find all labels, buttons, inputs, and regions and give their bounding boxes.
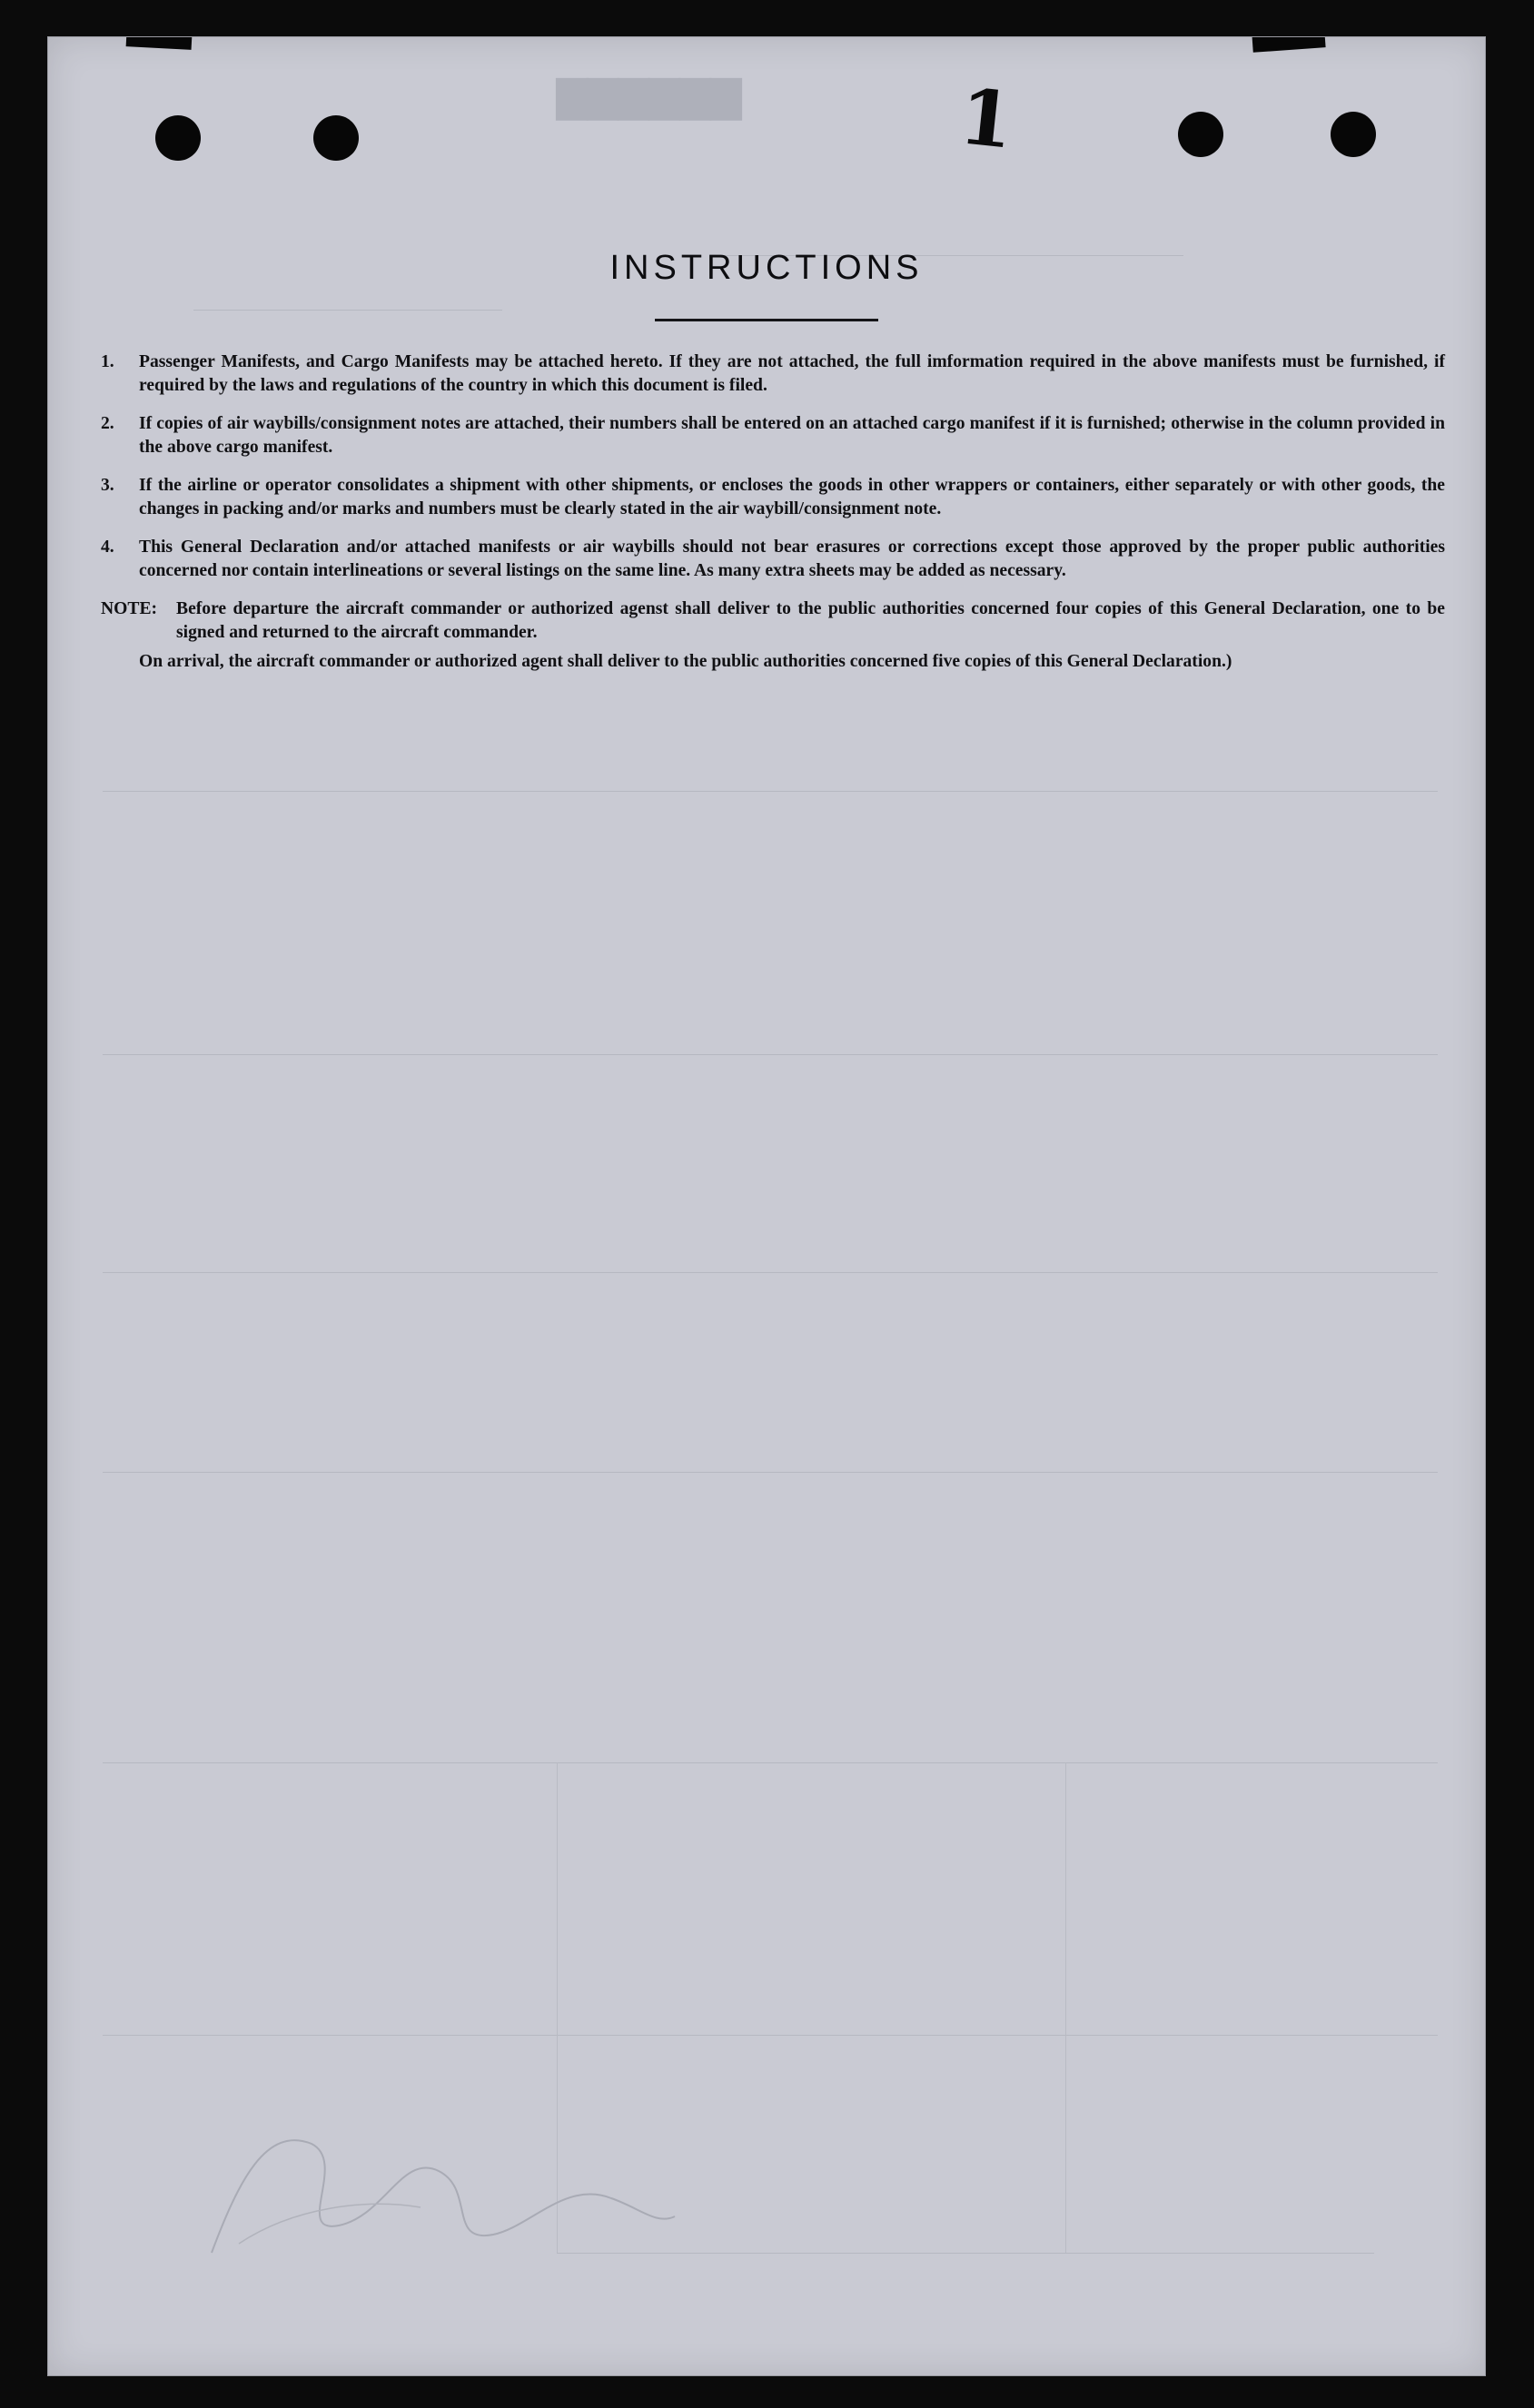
bleed-through-line: [1065, 1762, 1066, 2253]
punch-hole-left-2: [313, 115, 359, 161]
note-text: Before departure the aircraft commander or authorized agenst shall deliver to the public authorities concerned four copies of this General Declaration, one to be signed and returned to the aircraft commander.: [176, 599, 1445, 642]
punch-hole-right-1: [1178, 112, 1223, 157]
note-label: NOTE:: [101, 599, 158, 618]
bleed-through-heading: ▇▇▇▇▇▇: [557, 74, 742, 119]
punch-hole-right-2: [1331, 112, 1376, 157]
instruction-text: If the airline or operator consolidates a shipment with other shipments, or encloses the goods in other wrappers or containers, either separately or with other goods, the changes in packing and/or marks and numbers must be clearly stated in the air waybill/consignment note.: [139, 476, 1445, 518]
instruction-text: Passenger Manifests, and Cargo Manifests may be attached hereto. If they are not attached, the full imformation required in the above manifests must be furnished, if required by the laws and regulations of the country in which this document is filed.: [139, 352, 1445, 395]
page-title: INSTRUCTIONS: [609, 249, 924, 287]
bleed-through-line: [193, 310, 502, 311]
instruction-text: This General Declaration and/or attached manifests or air waybills should not bear erasures or corrections except those approved by the proper public authorities concerned nor contain interlineations or several listings on the same line. As many extra sheets may be added as necessary.: [139, 538, 1445, 580]
bleed-through-line: [103, 1054, 1438, 1055]
document-page: [47, 36, 1486, 2376]
note-arrival-text: On arrival, the aircraft commander or authorized agent shall deliver to the public authorities concerned five copies of this General Declaration.): [139, 652, 1232, 671]
instruction-number: 2.: [101, 414, 114, 433]
instructions-list: [101, 350, 1445, 674]
punch-hole-left-1: [155, 115, 201, 161]
instruction-item: [101, 474, 1445, 521]
instruction-number: 1.: [101, 352, 114, 371]
bleed-through-line: [103, 2035, 1438, 2036]
corner-artifact-right: [1252, 36, 1325, 53]
instruction-item: [101, 350, 1445, 398]
instruction-number: 4.: [101, 538, 114, 557]
bleed-through-line: [103, 1762, 1438, 1763]
note-paragraph: [101, 597, 1445, 645]
title-underline: [655, 319, 878, 321]
instruction-item: [101, 536, 1445, 583]
instruction-number: 3.: [101, 476, 114, 495]
instruction-text: If copies of air waybills/consignment notes are attached, their numbers shall be entered on an attached cargo manifest if it is furnished; otherwise in the column provided in the above cargo manifest.: [139, 414, 1445, 457]
bleed-through-line: [103, 791, 1438, 792]
signature-bleed-through: [184, 2071, 693, 2289]
instruction-item: [101, 412, 1445, 459]
bleed-through-line: [103, 1472, 1438, 1473]
page-mark: 1: [955, 71, 1018, 166]
bleed-through-line: [103, 1272, 1438, 1273]
corner-artifact-left: [126, 36, 193, 50]
